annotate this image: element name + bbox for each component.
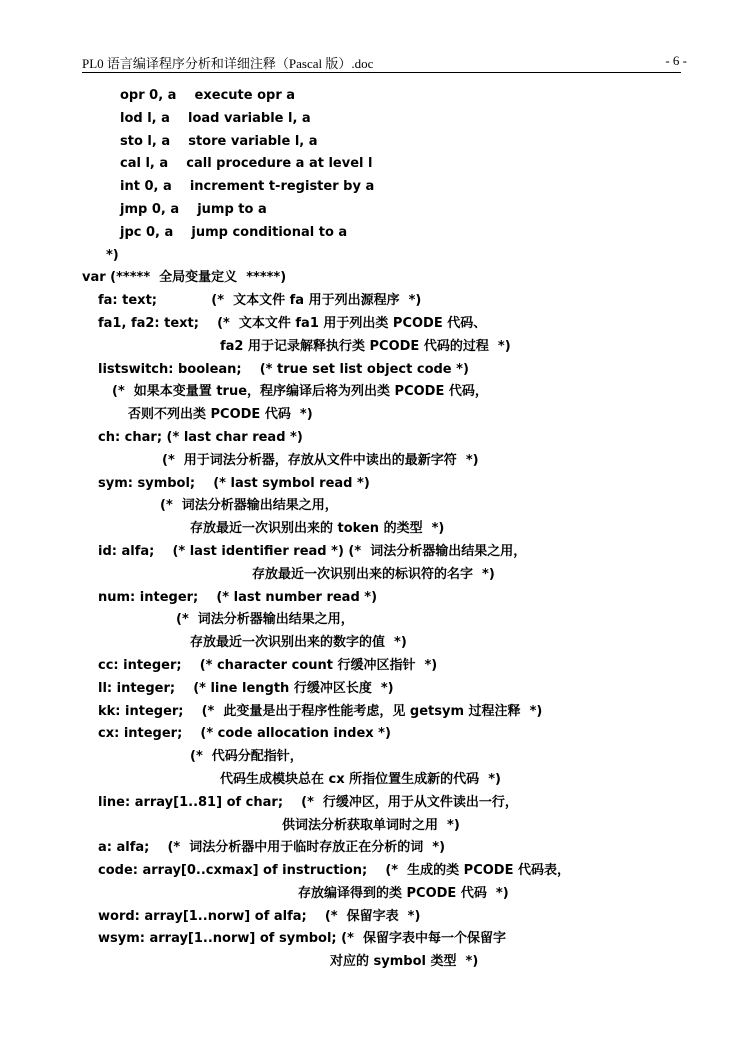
code-line: cx: integer; (* code allocation index *) xyxy=(98,726,391,742)
code-listing xyxy=(0,85,753,974)
code-line: int 0, a increment t-register by a xyxy=(120,179,375,195)
code-line: (* 用于词法分析器，存放从文件中读出的最新字符 *) xyxy=(162,452,479,468)
code-line: listswitch: boolean; (* true set list object code *) xyxy=(98,361,469,377)
code-line: cc: integer; (* character count 行缓冲区指针 *) xyxy=(98,657,438,673)
code-line: (* 词法分析器输出结果之用， xyxy=(176,612,354,628)
code-line: jmp 0, a jump to a xyxy=(120,201,267,217)
code-line: fa1, fa2: text; (* 文本文件 fa1 用于列出类 PCODE 代码、 xyxy=(98,315,487,331)
page-number: - 6 - xyxy=(665,53,687,68)
code-line: opr 0, a execute opr a xyxy=(120,88,296,103)
code-line: cal l, a call procedure a at level l xyxy=(120,156,373,172)
code-line: (* 词法分析器输出结果之用， xyxy=(160,498,338,514)
code-line: (* 代码分配指针， xyxy=(190,749,303,765)
code-line: 对应的 symbol 类型 *) xyxy=(330,954,479,970)
page-header xyxy=(82,52,687,73)
code-line: wsym: array[1..norw] of symbol; (* 保留字表中每一个保留字 xyxy=(98,931,506,947)
code-line: num: integer; (* last number read *) xyxy=(98,589,378,605)
code-line: ch: char; (* last char read *) xyxy=(98,429,303,445)
code-line: word: array[1..norw] of alfa; (* 保留字表 *) xyxy=(98,908,421,924)
code-line: id: alfa; (* last identifier read *) (* 词法分析器输出结果之用， xyxy=(98,543,527,559)
code-line: 存放最近一次识别出来的 token 的类型 *) xyxy=(190,521,445,537)
code-line: kk: integer; (* 此变量是出于程序性能考虑，见 getsym 过程注释 *) xyxy=(98,703,543,719)
code-line: a: alfa; (* 词法分析器中用于临时存放正在分析的词 *) xyxy=(98,840,446,856)
code-line: fa: text; (* 文本文件 fa 用于列出源程序 *) xyxy=(98,293,422,309)
document-title: PL0 语言编译程序分析和详细注释（Pascal 版）.doc xyxy=(82,56,374,71)
code-line: var (***** 全局变量定义 *****) xyxy=(82,270,287,286)
code-line: 代码生成模块总在 cx 所指位置生成新的代码 *) xyxy=(220,771,501,787)
code-line: ll: integer; (* line length 行缓冲区长度 *) xyxy=(98,680,394,696)
code-line: sym: symbol; (* last symbol read *) xyxy=(98,475,370,491)
code-line: 存放最近一次识别出来的标识符的名字 *) xyxy=(252,566,495,582)
code-line: code: array[0..cxmax] of instruction; (* 生成的类 PCODE 代码表， xyxy=(98,863,570,879)
code-line: lod l, a load variable l, a xyxy=(120,110,311,126)
code-line: 存放最近一次识别出来的数字的值 *) xyxy=(190,635,407,651)
code-line: *) xyxy=(106,247,119,263)
code-line: 否则不列出类 PCODE 代码 *) xyxy=(128,407,313,423)
code-line: jpc 0, a jump conditional to a xyxy=(120,224,348,240)
code-line: 供词法分析获取单词时之用 *) xyxy=(282,817,460,833)
code-line: fa2 用于记录解释执行类 PCODE 代码的过程 *) xyxy=(220,338,511,354)
code-line: (* 如果本变量置 true，程序编译后将为列出类 PCODE 代码， xyxy=(112,384,488,400)
code-line: 存放编译得到的类 PCODE 代码 *) xyxy=(298,885,509,901)
code-line: sto l, a store variable l, a xyxy=(120,133,318,149)
code-line: line: array[1..81] of char; (* 行缓冲区，用于从文件读出一行， xyxy=(98,794,518,810)
